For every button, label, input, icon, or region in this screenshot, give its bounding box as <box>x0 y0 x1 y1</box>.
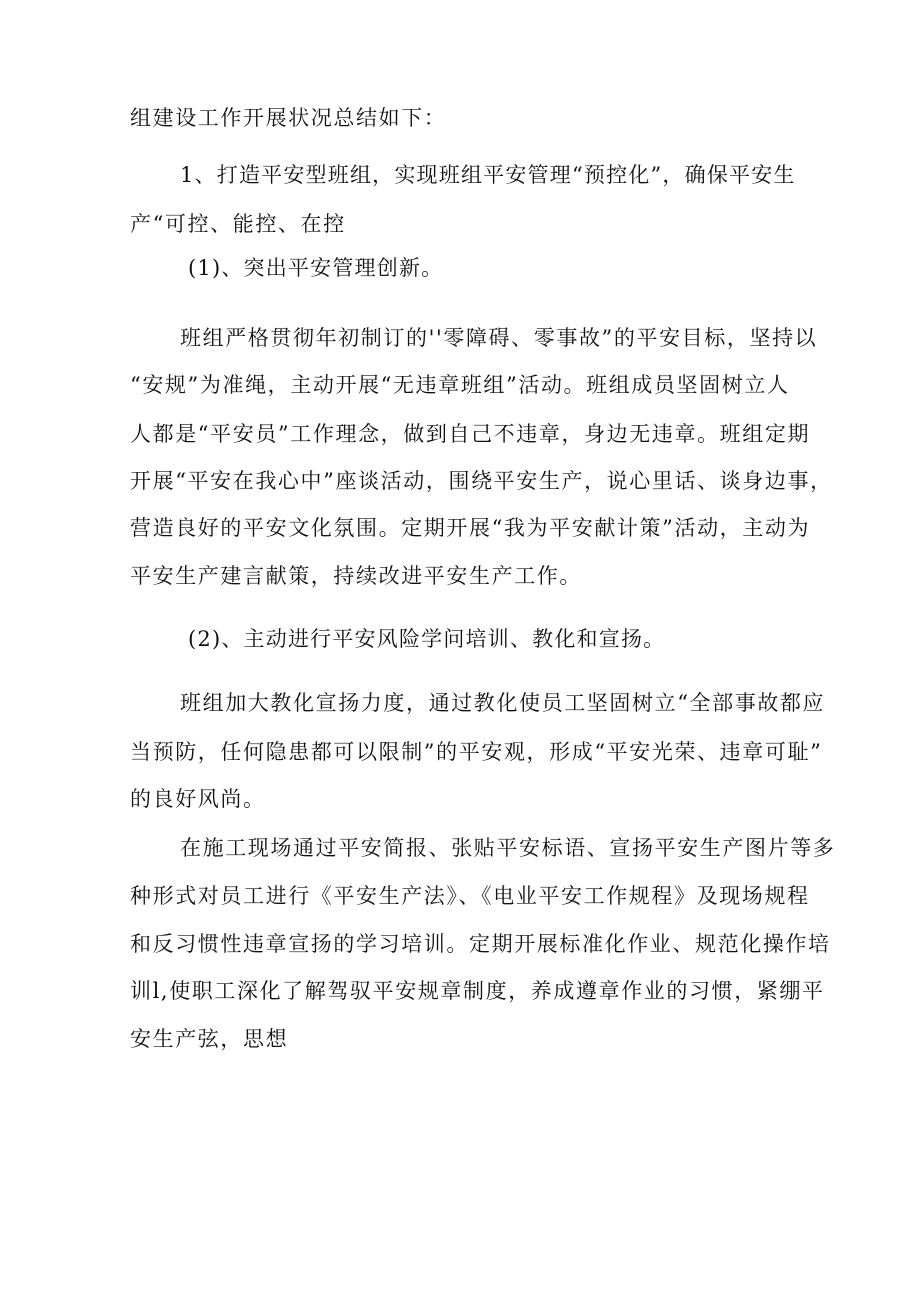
text-line: 组建设工作开展状况总结如下： <box>130 106 447 130</box>
text-line: 营造良好的平安文化氛围。定期开展“我为平安献计策”活动，主动为 <box>130 516 811 540</box>
text-line: 开展“平安在我心中”座谈活动，围绕平安生产，说心里话、谈身边事， <box>130 469 833 493</box>
text-line: 当预防，任何隐患都可以限制”的平安观，形成“平安光荣、违章可耻” <box>130 740 823 764</box>
text-line: 平安生产建言献策，持续改进平安生产工作。 <box>130 564 582 588</box>
text-line: 和反习惯性违章宣扬的学习培训。定期开展标准化作业、规范化操作培 <box>130 932 831 956</box>
text-line: “安规”为准绳，主动开展“无违章班组”活动。班组成员坚固树立人 <box>130 373 790 397</box>
text-line: 产“可控、能控、在控 <box>130 212 346 236</box>
subheading-1: (1)、突出平安管理创新。 <box>188 256 444 280</box>
text-line: 的良好风尚。 <box>130 787 266 811</box>
heading-1: 1、打造平安型班组，实现班组平安管理“预控化”，确保平安生 <box>180 163 796 187</box>
text-line: 人都是“平安员”工作理念，做到自己不违章，身边无违章。班组定期 <box>130 422 811 446</box>
text-line: 训l,使职工深化了解驾驭平安规章制度，养成遵章作业的习惯，紧绷平 <box>130 979 825 1003</box>
subheading-2: (2)、主动进行平安风险学问培训、教化和宣扬。 <box>188 627 666 651</box>
text-line: 班组加大教化宣扬力度，通过教化使员工坚固树立“全部事故都应 <box>180 691 826 715</box>
text-line: 班组严格贯彻年初制订的''零障碍、零事故”的平安目标，坚持以 <box>180 326 818 350</box>
text-line: 种形式对员工进行《平安生产法》、《电业平安工作规程》及现场规程 <box>130 884 810 908</box>
text-line: 安生产弦，思想 <box>130 1027 289 1051</box>
text-line: 在施工现场通过平安简报、张贴平安标语、宣扬平安生产图片等多 <box>180 836 836 860</box>
